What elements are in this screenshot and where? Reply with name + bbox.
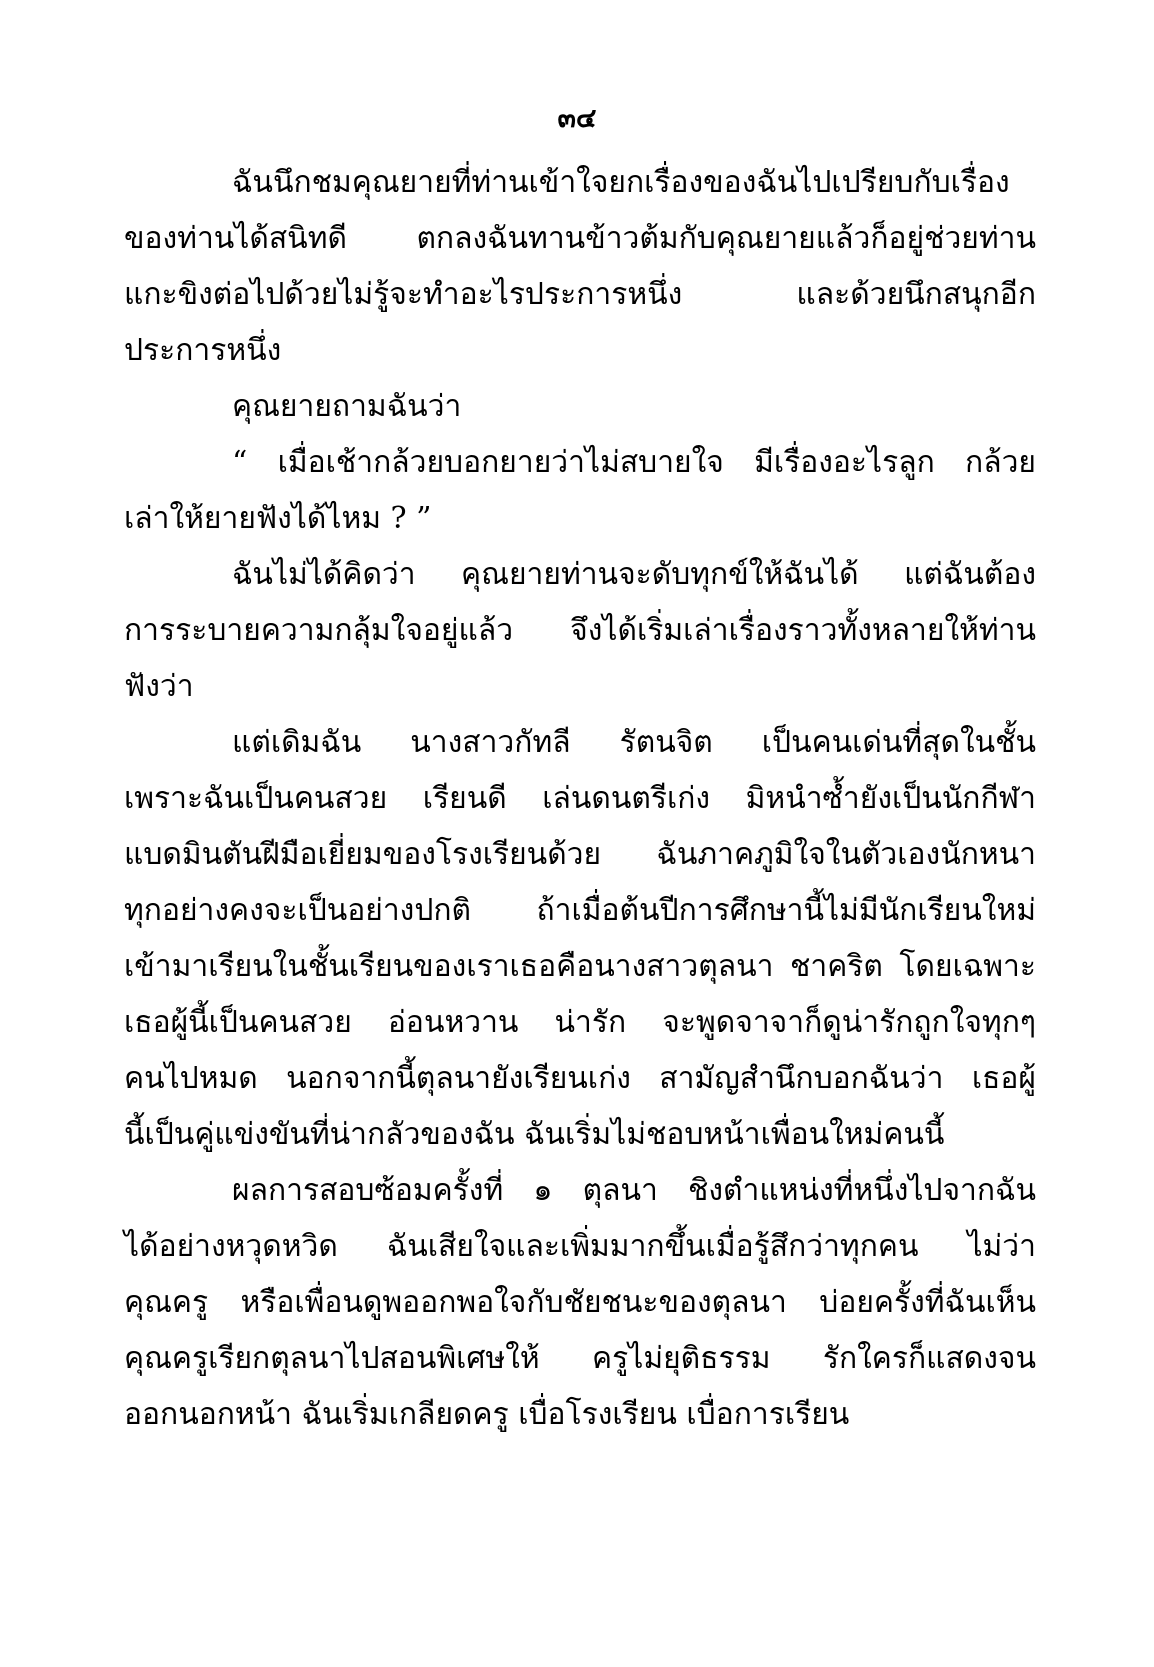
paragraph-line: แต่เดิมฉัน นางสาวกัทลี รัตนจิต เป็นคนเด่นที่สุดในชั้น	[232, 725, 1036, 760]
paragraph-line: การระบายความกลุ้มใจอยู่แล้ว จึงได้เริ่มเล่าเรื่องราวทั้งหลายให้ท่าน	[124, 613, 1036, 648]
paragraph-line: เข้ามาเรียนในชั้นเรียนของเราเธอคือนางสาวตุลนา ชาคริต โดยเฉพาะ	[124, 949, 1036, 984]
paragraph-line: ฉันนึกชมคุณยายที่ท่านเข้าใจยกเรื่องของฉันไปเปรียบกับเรื่อง	[232, 165, 1010, 200]
paragraph-line: ฉันไม่ได้คิดว่า คุณยายท่านจะดับทุกข์ให้ฉันได้ แต่ฉันต้อง	[232, 557, 1036, 592]
paragraph-line: เพราะฉันเป็นคนสวย เรียนดี เล่นดนตรีเก่ง มิหนำซ้ำยังเป็นนักกีฬา	[124, 781, 1036, 816]
paragraph-line: คุณครูเรียกตุลนาไปสอนพิเศษให้ ครูไม่ยุติธรรม รักใครก็แสดงจน	[124, 1341, 1036, 1376]
paragraph-line: ของท่านได้สนิทดี ตกลงฉันทานข้าวต้มกับคุณยายแล้วก็อยู่ช่วยท่าน	[124, 221, 1036, 256]
paragraph-line: เล่าให้ยายฟังได้ไหม ? ”	[124, 501, 432, 536]
paragraph-line: ออกนอกหน้า ฉันเริ่มเกลียดครู เบื่อโรงเรียน เบื่อการเรียน	[124, 1397, 850, 1432]
paragraph-line: คนไปหมด นอกจากนี้ตุลนายังเรียนเก่ง สามัญสำนึกบอกฉันว่า เธอผู้	[124, 1061, 1036, 1096]
paragraph-line: นี้เป็นคู่แข่งขันที่น่ากลัวของฉัน ฉันเริ่มไม่ชอบหน้าเพื่อนใหม่คนนี้	[124, 1117, 945, 1152]
paragraph-line: แกะขิงต่อไปด้วยไม่รู้จะทำอะไรประการหนึ่ง และด้วยนึกสนุกอีก	[124, 277, 1036, 312]
paragraph-line: แบดมินตันฝีมือเยี่ยมของโรงเรียนด้วย ฉันภาคภูมิใจในตัวเองนักหนา	[124, 837, 1036, 872]
paragraph-line: เธอผู้นี้เป็นคนสวย อ่อนหวาน น่ารัก จะพูดจาจาก็ดูน่ารักถูกใจทุกๆ	[124, 1005, 1036, 1040]
page-number: ๓๔	[557, 103, 597, 134]
paragraph-line: ได้อย่างหวุดหวิด ฉันเสียใจและเพิ่มมากขึ้นเมื่อรู้สึกว่าทุกคน ไม่ว่า	[124, 1229, 1036, 1264]
paragraph-line: “ เมื่อเช้ากล้วยบอกยายว่าไม่สบายใจ มีเรื่องอะไรลูก กล้วย	[232, 445, 1036, 480]
paragraph-line: คุณยายถามฉันว่า	[232, 389, 462, 424]
paragraph-line: ผลการสอบซ้อมครั้งที่ ๑ ตุลนา ชิงตำแหน่งที่หนึ่งไปจากฉัน	[232, 1173, 1036, 1208]
paragraph-line: ประการหนึ่ง	[124, 333, 282, 368]
paragraph-line: ฟังว่า	[124, 669, 194, 704]
paragraph-line: ทุกอย่างคงจะเป็นอย่างปกติ ถ้าเมื่อต้นปีการศึกษานี้ไม่มีนักเรียนใหม่	[124, 893, 1036, 928]
paragraph-line: คุณครู หรือเพื่อนดูพออกพอใจกับชัยชนะของตุลนา บ่อยครั้งที่ฉันเห็น	[124, 1285, 1036, 1320]
